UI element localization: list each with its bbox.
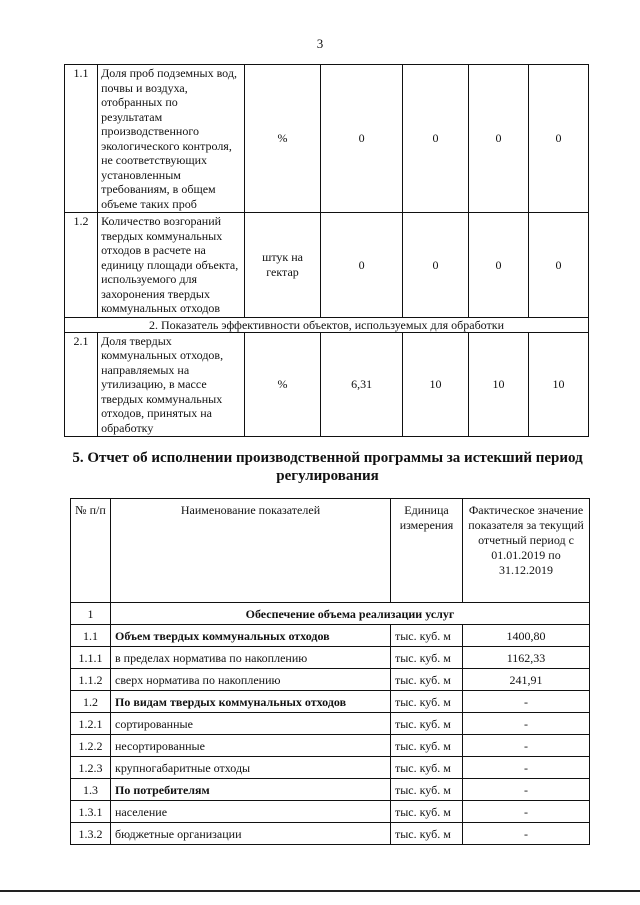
row-unit: тыс. куб. м [391,779,463,801]
value-cell: 10 [529,332,589,437]
report-table [70,498,590,845]
row-name: сортированные [111,713,391,735]
row-number: 2.1 [65,332,98,437]
value-cell: 0 [529,213,589,318]
unit-cell: штук на гектар [244,213,320,318]
row-number: 1.2.2 [71,735,111,757]
header-name: Наименование показателей [111,499,391,603]
row-name: Объем твердых коммунальных отходов [111,625,391,647]
indicator-name: Количество возгораний твердых коммунальных отходов в расчете на единицу площади объекта, используемого для захоронения твердых коммунальных отходов [98,213,245,318]
header-row [71,499,590,603]
row-number: 1.3 [71,779,111,801]
table-row [71,669,590,691]
row-name: Обеспечение объема реализации услуг [111,603,590,625]
row-name: сверх норматива по накоплению [111,669,391,691]
row-unit: тыс. куб. м [391,757,463,779]
row-value: 1162,33 [463,647,590,669]
indicators-table [64,64,589,437]
row-number: 1.3.2 [71,823,111,845]
row-name: По видам твердых коммунальных отходов [111,691,391,713]
row-value: 1400,80 [463,625,590,647]
table-row [71,757,590,779]
row-number: 1 [71,603,111,625]
header-unit: Единица измерения [391,499,463,603]
header-value: Фактическое значение показателя за текущий отчетный период с 01.01.2019 по 31.12.2019 [463,499,590,603]
unit-cell: % [244,332,320,437]
value-cell: 6,31 [321,332,403,437]
table-row [71,647,590,669]
page-number: 3 [316,36,324,51]
row-unit: тыс. куб. м [391,669,463,691]
table-row [71,801,590,823]
row-unit: тыс. куб. м [391,691,463,713]
row-name: крупногабаритные отходы [111,757,391,779]
table-row [71,713,590,735]
row-name: бюджетные организации [111,823,391,845]
value-cell: 0 [402,65,468,213]
value-cell: 0 [321,65,403,213]
row-number: 1.1.1 [71,647,111,669]
section-row [65,317,589,332]
row-value: - [463,691,590,713]
row-name: несортированные [111,735,391,757]
row-value: - [463,801,590,823]
table-row [71,603,590,625]
row-number: 1.1 [65,65,98,213]
row-name: население [111,801,391,823]
value-cell: 0 [469,213,529,318]
row-number: 1.3.1 [71,801,111,823]
table-row [71,779,590,801]
row-unit: тыс. куб. м [391,625,463,647]
value-cell: 10 [469,332,529,437]
unit-cell: % [244,65,320,213]
row-number: 1.2.3 [71,757,111,779]
table-row [71,823,590,845]
scan-edge-line [0,890,640,892]
row-number: 1.2.1 [71,713,111,735]
row-number: 1.1 [71,625,111,647]
row-name: По потребителям [111,779,391,801]
value-cell: 0 [321,213,403,318]
row-unit: тыс. куб. м [391,713,463,735]
indicator-name: Доля проб подземных вод, почвы и воздуха, отобранных по результатам производственного экологического контроля, не соответствующих установленным требованиям, в общем объеме таких проб [98,65,245,213]
value-cell: 10 [402,332,468,437]
table-row [71,625,590,647]
header-num: № п/п [71,499,111,603]
row-number: 1.1.2 [71,669,111,691]
table-row [65,332,589,437]
row-value: - [463,779,590,801]
row-value: - [463,757,590,779]
value-cell: 0 [529,65,589,213]
row-unit: тыс. куб. м [391,823,463,845]
row-value: - [463,713,590,735]
row-unit: тыс. куб. м [391,647,463,669]
value-cell: 0 [469,65,529,213]
table-row [65,213,589,318]
section-title: 2. Показатель эффективности объектов, используемых для обработки [65,317,589,332]
value-cell: 0 [402,213,468,318]
report-table-body [71,603,590,845]
row-number: 1.2 [65,213,98,318]
row-value: - [463,823,590,845]
indicator-name: Доля твердых коммунальных отходов, направляемых на утилизацию, в массе твердых коммунальных отходов, принятых на обработку [98,332,245,437]
row-value: 241,91 [463,669,590,691]
row-unit: тыс. куб. м [391,735,463,757]
table-row [71,735,590,757]
row-number: 1.2 [71,691,111,713]
table-row [65,65,589,213]
table-row [71,691,590,713]
row-unit: тыс. куб. м [391,801,463,823]
row-name: в пределах норматива по накоплению [111,647,391,669]
section-heading: 5. Отчет об исполнении производственной программы за истекший период регулирования [72,450,583,484]
row-value: - [463,735,590,757]
